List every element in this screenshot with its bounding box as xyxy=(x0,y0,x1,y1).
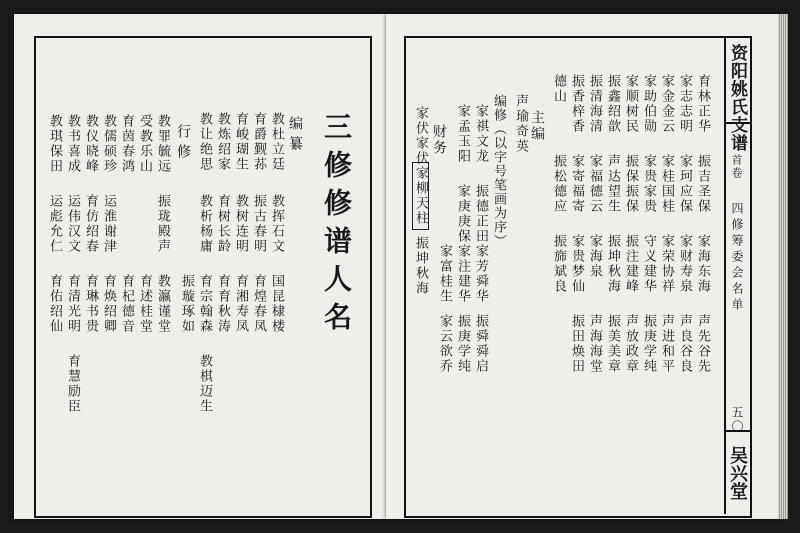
name-column: 家桂国桂 xyxy=(659,154,674,214)
name-column: 振舜舜启 xyxy=(473,314,488,374)
name-column: 教书喜成 xyxy=(65,114,80,174)
name-column: 振美美章 xyxy=(605,314,620,374)
name-column: 德山 xyxy=(551,74,566,104)
name-column: 育清光明 xyxy=(65,274,80,334)
name-column: 家珂应保 xyxy=(677,154,692,214)
left-page xyxy=(14,14,386,519)
name-column: 受教乐山 xyxy=(137,114,152,174)
name-column: 家芳舜华 xyxy=(473,244,488,304)
name-column: 教琪保田 xyxy=(47,114,62,174)
name-column: 育湘寿凤 xyxy=(233,274,248,334)
name-column: 守义建华 xyxy=(641,234,656,294)
name-column: 国昆棣楼 xyxy=(269,274,284,334)
name-column: 运彪允仁 xyxy=(47,194,62,254)
name-column: 育育秋涛 xyxy=(215,274,230,334)
name-column: 教让绝思 xyxy=(197,112,212,172)
name-column: 运淮谢津 xyxy=(101,194,116,254)
name-column: 教杜立廷 xyxy=(269,112,284,172)
name-column: 教棋迈生 xyxy=(197,354,212,414)
name-column: 教儒硕珍 xyxy=(101,114,116,174)
name-column: 振德正田 xyxy=(473,184,488,244)
name-column: 运伟汉文 xyxy=(65,194,80,254)
book-title: 资阳姚氏支谱 xyxy=(727,44,747,152)
name-column: 家金金云 xyxy=(659,74,674,134)
name-column: 振庚学纯 xyxy=(455,314,470,374)
name-column: 育茵春鸿 xyxy=(119,114,134,174)
section-label: 四修筹委会名单 xyxy=(730,202,744,314)
name-column: 家贵梦仙 xyxy=(569,234,584,294)
name-column: 家荣协祥 xyxy=(659,234,674,294)
role-editor: 编纂 xyxy=(287,116,303,156)
name-column: 教挥石文 xyxy=(269,194,284,254)
name-column: 振田焕田 xyxy=(569,314,584,374)
name-column: 教炼绍家 xyxy=(215,112,230,172)
name-column: 家助伯勋 xyxy=(641,74,656,134)
name-column: 声进和平 xyxy=(659,314,674,374)
name-column: 家富桂生 xyxy=(437,244,452,304)
name-column: 育琳书贵 xyxy=(83,274,98,334)
name-column: 家寄福寄 xyxy=(569,154,584,214)
name-column: 振鑫绍歆 xyxy=(605,74,620,134)
name-column: 育佑绍仙 xyxy=(47,274,62,334)
name-column: 家财寿泉 xyxy=(677,234,692,294)
right-page xyxy=(386,14,778,519)
name-column: 振清海清 xyxy=(587,74,602,134)
name-column: 振坤秋海 xyxy=(413,236,428,296)
name-column: 教瀛谨堂 xyxy=(155,274,170,334)
name-column: 教仪晓峰 xyxy=(83,114,98,174)
name-column: 振古春明 xyxy=(251,194,266,254)
name-column: 家注建华 xyxy=(455,244,470,304)
name-column: 声达望生 xyxy=(605,154,620,214)
name-column: 育树长龄 xyxy=(215,194,230,254)
name-column: 教析杨庸 xyxy=(197,194,212,254)
name-column: 声良谷良 xyxy=(677,314,692,374)
name-column: 振吉圣保 xyxy=(695,154,710,214)
name-column: 振保振保 xyxy=(623,154,638,214)
name-column: 家海东海 xyxy=(695,234,710,294)
role-finance: 财务 xyxy=(431,124,447,156)
name-column: 育述桂堂 xyxy=(137,274,152,334)
name-column: 声海海堂 xyxy=(587,314,602,374)
name-column: 家贵家贵 xyxy=(641,154,656,214)
name-column: 振坤秋海 xyxy=(605,234,620,294)
name-column: 育杞德音 xyxy=(119,274,134,334)
role-revise: 编修（以字号笔画为序） xyxy=(491,94,506,248)
page-edges xyxy=(778,14,788,519)
hall-name: 吴兴堂 xyxy=(727,446,748,500)
name-column: 振璇琢如 xyxy=(179,274,194,334)
name-column: 声先谷先 xyxy=(695,314,710,374)
name-column: 家孟玉阳 xyxy=(455,104,470,164)
name-column: 振香梓香 xyxy=(569,74,584,134)
name-column: 家福德云 xyxy=(587,154,602,214)
name-column: 家云欲乔 xyxy=(437,314,452,374)
name-column: 家顺树民 xyxy=(623,74,638,134)
name-column: 教树连明 xyxy=(233,194,248,254)
name-column: 振珑殿声 xyxy=(155,194,170,254)
name-column: 家海泉 xyxy=(587,234,602,279)
name-column: 振松德应 xyxy=(551,154,566,214)
section-heading: 三修修谱人名 xyxy=(320,112,353,340)
name-column: 育慧励臣 xyxy=(65,354,80,414)
name-column: 育宗翰森 xyxy=(197,274,212,334)
name-column: 家祺文龙 xyxy=(473,104,488,164)
name-column: 家庚庚保 xyxy=(455,184,470,244)
name-column: 育仿绍春 xyxy=(83,194,98,254)
name-column: 家伏家伏 xyxy=(413,106,428,166)
name-column: 育煌春凤 xyxy=(251,274,266,334)
role-proofread: 行修 xyxy=(175,124,191,164)
name-column: 育林正华 xyxy=(695,74,710,134)
page-number: 五〇 xyxy=(730,406,744,434)
spine-rule-left xyxy=(724,36,726,514)
name-column: 振庚学纯 xyxy=(641,314,656,374)
name-column: 教罪毓远 xyxy=(155,114,170,174)
name-column: 声瑜奇英 xyxy=(513,94,528,154)
name-column: 振注建峰 xyxy=(623,234,638,294)
name-column: 振旆斌良 xyxy=(551,234,566,294)
name-column: 育爵觐荪 xyxy=(251,112,266,172)
name-column: 声放政章 xyxy=(623,314,638,374)
name-column: 育峻瑚生 xyxy=(233,112,248,172)
highlighted-name: 家柳天柱 xyxy=(412,162,429,230)
name-column: 育焕绍卿 xyxy=(101,274,116,334)
volume-label: 首卷 xyxy=(730,154,743,180)
name-column: 家志志明 xyxy=(677,74,692,134)
role-chief: 主编 xyxy=(529,110,545,142)
